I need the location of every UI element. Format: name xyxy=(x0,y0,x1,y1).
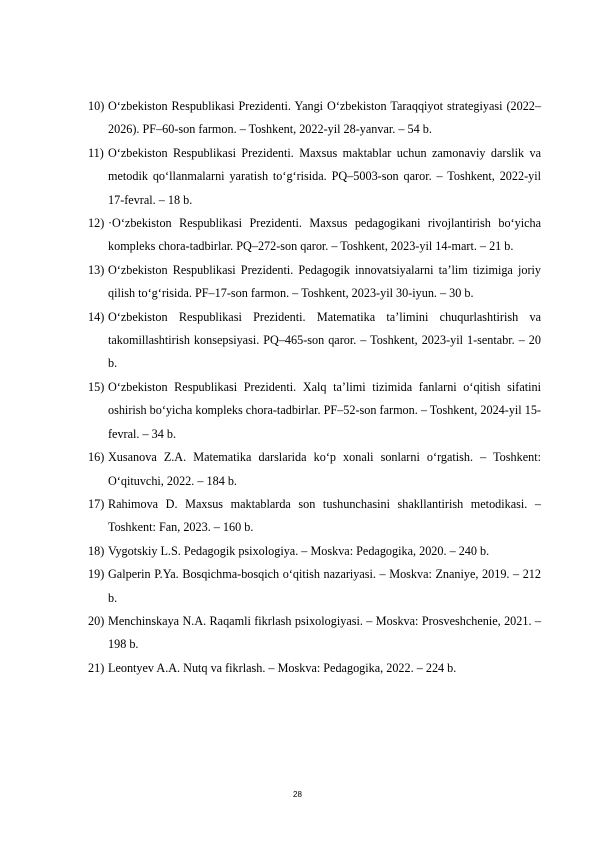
reference-number: 21) xyxy=(88,660,105,675)
reference-item xyxy=(88,657,541,680)
reference-text: Vygotskiy L.S. Pedagogik psixologiya. – Moskva: Pedagogika, 2020. – 240 b. xyxy=(108,543,490,558)
reference-item xyxy=(88,376,541,446)
reference-item xyxy=(88,306,541,376)
reference-number: 19) xyxy=(88,567,105,582)
reference-number: 17) xyxy=(88,496,105,511)
reference-text: Galperin P.Ya. Bosqichma-bosqich o‘qitish nazariyasi. – Moskva: Znaniye, 2019. – 212 b. xyxy=(108,567,541,605)
reference-text: O‘zbekiston Respublikasi Prezidenti. Maxsus maktablar uchun zamonaviy darslik va metodik qo‘llanmalarni yaratish to‘g‘risida. PQ–5003-son qaror. – Toshkent, 2022-yil 17-fevral. – 18 b. xyxy=(108,145,541,207)
reference-number: 13) xyxy=(88,262,105,277)
reference-text: O‘zbekiston Respublikasi Prezidenti. Yangi O‘zbekiston Taraqqiyot strategiyasi (2022–2026). PF–60-son farmon. – Toshkent, 2022-yil 28-yanvar. – 54 b. xyxy=(108,99,541,137)
reference-item xyxy=(88,493,541,540)
reference-text: O‘zbekiston Respublikasi Prezidenti. Pedagogik innovatsiyalarni ta’lim tizimiga joriy qilish to‘g‘risida. PF–17-son farmon. – Toshkent, 2023-yil 30-iyun. – 30 b. xyxy=(108,262,541,301)
reference-item xyxy=(88,540,541,563)
reference-item xyxy=(88,563,541,610)
reference-text: O‘zbekiston Respublikasi Prezidenti. Xalq ta’limi tizimida fanlarni o‘qitish sifatini oshirish bo‘yicha kompleks chora-tadbirlar. PF–52-son farmon. – Toshkent, 2024-yil 15-fevral. – 34 b. xyxy=(108,379,541,441)
reference-number: 10) xyxy=(88,99,105,113)
reference-item xyxy=(88,95,541,142)
reference-number: 12) xyxy=(88,216,105,231)
reference-item xyxy=(88,446,541,493)
reference-item xyxy=(88,259,541,306)
reference-text: O‘zbekiston Respublikasi Prezidenti. Matematika ta’limini chuqurlashtirish va takomillashtirish konsepsiyasi. PQ–465-son qaror. – Toshkent, 2023-yil 1-sentabr. – 20 b. xyxy=(108,309,541,371)
reference-list xyxy=(88,95,541,680)
reference-text: Menchinskaya N.A. Raqamli fikrlash psixologiyasi. – Moskva: Prosveshchenie, 2021. – 198 b. xyxy=(108,613,541,652)
reference-number: 15) xyxy=(88,379,105,394)
reference-number: 20) xyxy=(88,613,105,628)
reference-number: 14) xyxy=(88,309,105,324)
reference-item xyxy=(88,142,541,212)
reference-text: ·O‘zbekiston Respublikasi Prezidenti. Maxsus pedagogikani rivojlantirish bo‘yicha kompleks chora-tadbirlar. PQ–272-son qaror. – Toshkent, 2023-yil 14-mart. – 21 b. xyxy=(108,216,541,254)
reference-text: Rahimova D. Maxsus maktablarda son tushunchasini shakllantirish metodikasi. – Toshkent: Fan, 2023. – 160 b. xyxy=(108,496,541,535)
reference-text: Leontyev A.A. Nutq va fikrlash. – Moskva: Pedagogika, 2022. – 224 b. xyxy=(108,660,457,675)
reference-item xyxy=(88,212,541,259)
page-number: 28 xyxy=(293,790,302,799)
reference-number: 11) xyxy=(88,145,104,160)
reference-number: 16) xyxy=(88,450,105,465)
reference-number: 18) xyxy=(88,543,105,558)
reference-item xyxy=(88,610,541,657)
reference-text: Xusanova Z.A. Matematika darslarida ko‘p xonali sonlarni o‘rgatish. – Toshkent: O‘qituvchi, 2022. – 184 b. xyxy=(108,450,541,488)
